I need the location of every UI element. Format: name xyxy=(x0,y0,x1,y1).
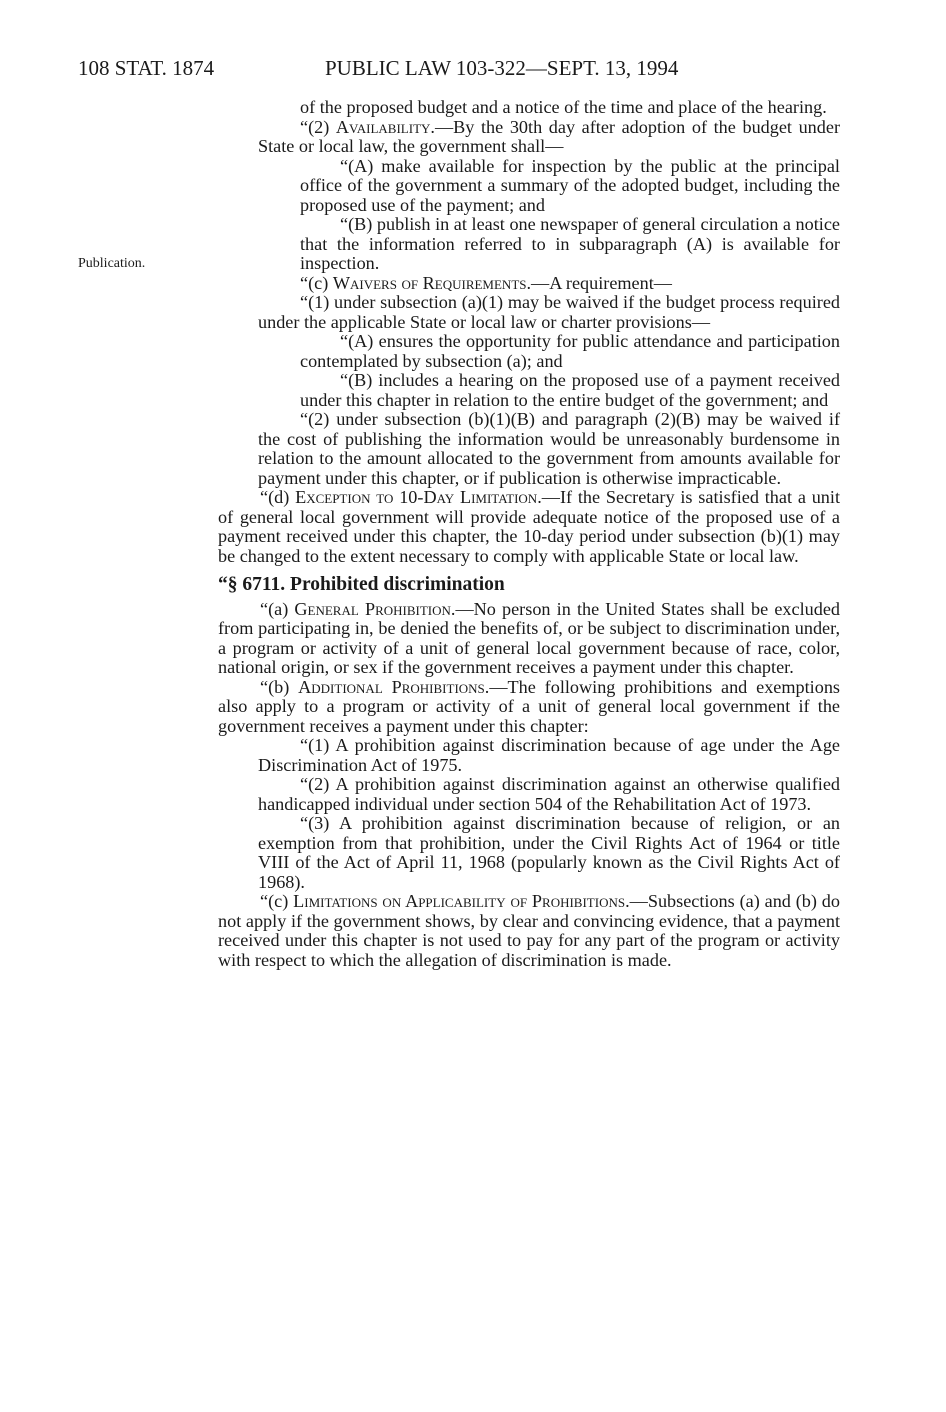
paragraph-a-inspection: “(A) make available for inspection by the public at the principal office of the government a summary of the adopted budget, including the proposed use of the payment; and xyxy=(300,155,840,215)
heading-limitations: Limitations on Applicability of Prohibitions xyxy=(293,891,626,911)
section-title-6711: “§ 6711. Prohibited discrimination xyxy=(218,574,505,595)
paragraph-limitations: “(c) Limitations on Applicability of Prohibitions.—Subsections (a) and (b) do not apply if the government shows, by clear and convincing evidence, that a payment received under this chapter is not used to pay for any part of the program or activity with respect to which the allegation of discrimination is made. xyxy=(218,891,840,970)
paragraph-availability: “(2) Availability.—By the 30th day after adoption of the budget under State or local law, the government shall— xyxy=(258,116,841,156)
heading-waivers: Waivers of Requirements xyxy=(332,272,527,293)
paragraph-b3-religion: “(3) A prohibition against discrimination because of religion, or an exemption from that prohibition, under the Civil Rights Act of 1964 or title VIII of the Act of April 11, 1968 (popularly known as the Civil Rights Act of 1968). xyxy=(258,813,840,892)
heading-exception: Exception to 10-Day Limitation xyxy=(295,487,538,507)
paragraph-c2: “(2) under subsection (b)(1)(B) and paragraph (2)(B) may be waived if the cost of publishing the information would be unreasonably burdensome in relation to the amount allocated to the government from amounts available for payment under this chapter, or if publication is otherwise impracticable. xyxy=(258,409,840,488)
heading-general-prohibition: General Prohibition xyxy=(294,598,451,619)
paragraph-c1-b: “(B) includes a hearing on the proposed use of a payment received under this chapter in relation to the entire budget of the government; and xyxy=(300,370,840,410)
heading-additional-prohibitions: Additional Prohibitions xyxy=(298,676,485,697)
public-law-title: PUBLIC LAW 103-322—SEPT. 13, 1994 xyxy=(325,56,679,80)
paragraph-c1: “(1) under subsection (a)(1) may be waived if the budget process required under the applicable State or local law or charter provisions— xyxy=(258,292,840,332)
page-header xyxy=(78,56,878,86)
paragraph-c-waivers: “(c) Waivers of Requirements.—A requirement— xyxy=(300,272,672,293)
paragraph-additional-prohibitions: “(b) Additional Prohibitions.—The following prohibitions and exemptions also apply to a program or activity of a unit of general local government if the government receives a payment under this chapter: xyxy=(218,676,840,736)
paragraph-b2-handicapped: “(2) A prohibition against discrimination against an otherwise qualified handicapped individual under section 504 of the Rehabilitation Act of 1973. xyxy=(258,774,840,814)
paragraph-budget-hearing: of the proposed budget and a notice of the time and place of the hearing. xyxy=(300,97,827,117)
paragraph-general-prohibition: “(a) General Prohibition.—No person in the United States shall be excluded from participating in, be denied the benefits of, or be subject to discrimination under, a program or activity of a unit of general local government because of race, color, national origin, or sex if the government receives a payment under this chapter. xyxy=(218,598,840,677)
document-body xyxy=(218,98,840,970)
stat-citation: 108 STAT. 1874 xyxy=(78,56,215,80)
paragraph-b1-age: “(1) A prohibition against discrimination because of age under the Age Discrimination Act of 1975. xyxy=(258,735,840,775)
paragraph-b-publish: “(B) publish in at least one newspaper of general circulation a notice that the information referred to in subparagraph (A) is available for inspection. xyxy=(300,214,840,273)
paragraph-c1-a: “(A) ensures the opportunity for public attendance and participation contemplated by subsection (a); and xyxy=(300,331,840,371)
heading-availability: Availability xyxy=(335,116,431,137)
margin-note-publication: Publication. xyxy=(78,256,146,271)
paragraph-d-exception: “(d) Exception to 10-Day Limitation.—If the Secretary is satisfied that a unit of general local government will provide adequate notice of the proposed use of a payment received under this chapter, the 10-day period under subsection (b)(1) may be changed to the extent necessary to comply with applicable State or local law. xyxy=(218,487,840,566)
